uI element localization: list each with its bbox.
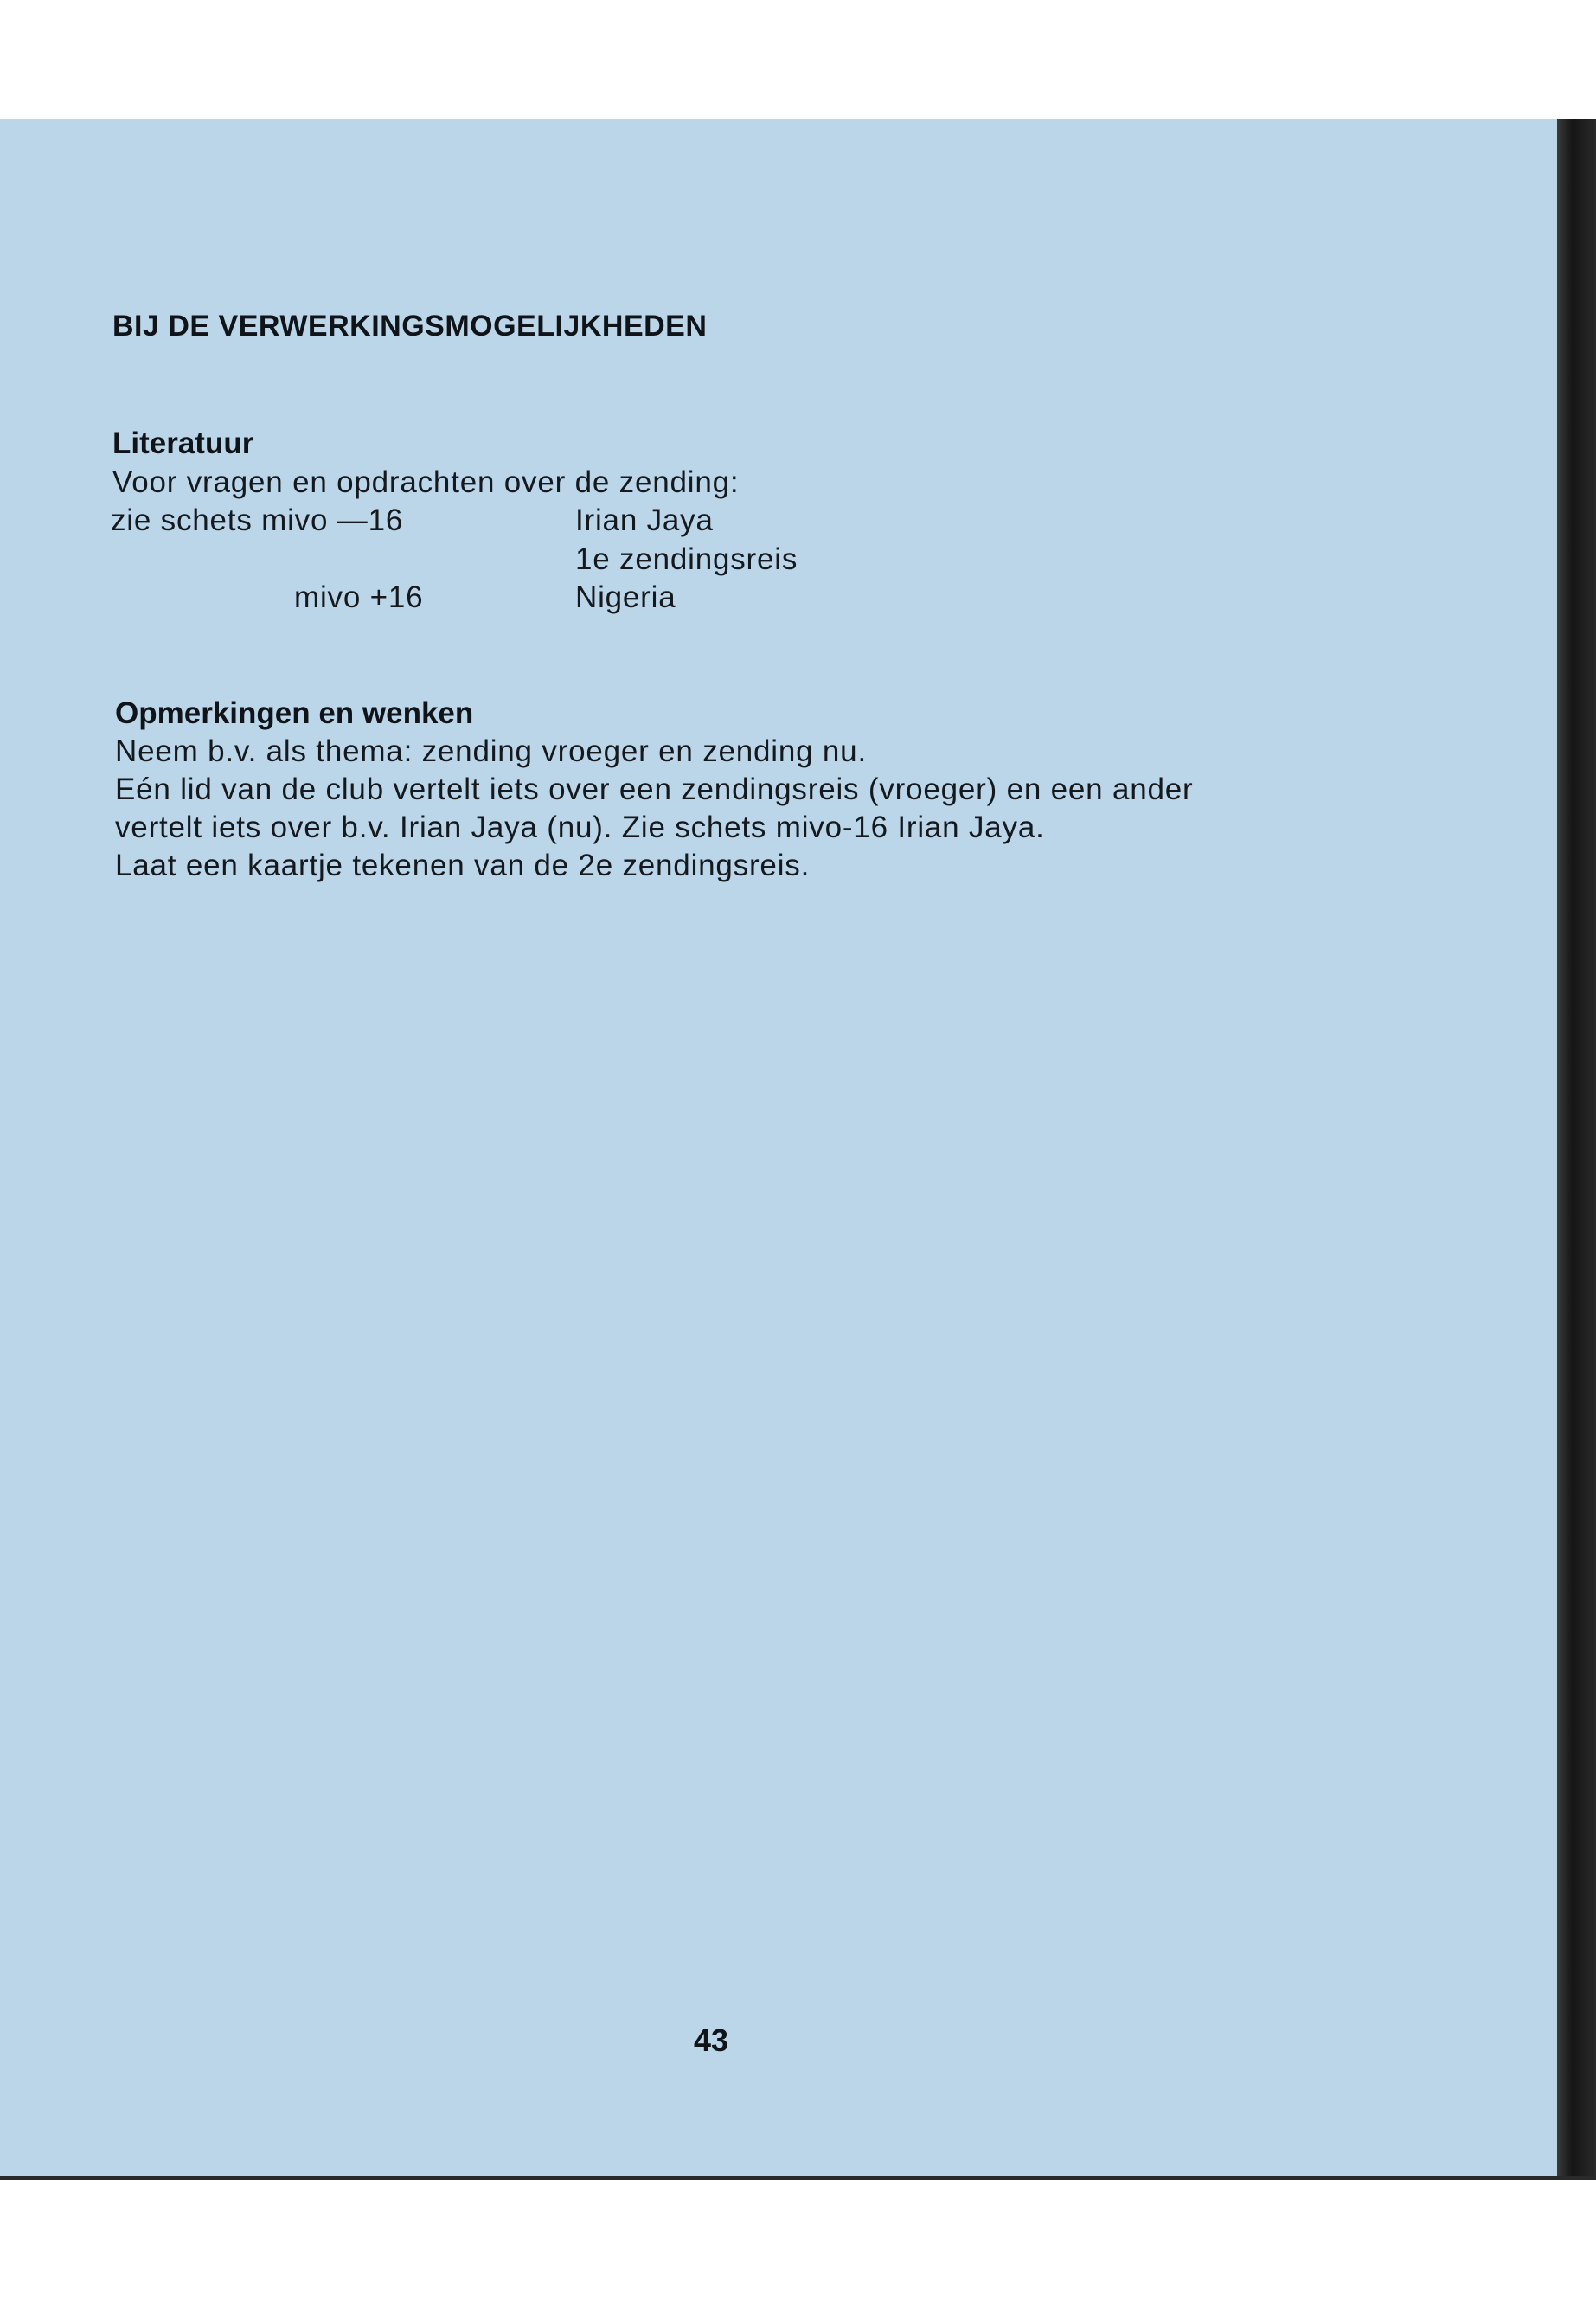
literatuur-row3-label: mivo +16 [294,580,424,614]
opmerkingen-line: Laat een kaartje tekenen van de 2e zendingsreis. [115,849,811,882]
literatuur-intro: Voor vragen en opdrachten over de zending: [112,465,740,499]
opmerkingen-line: Eén lid van de club vertelt iets over een zendingsreis (vroeger) en een ander [115,772,1194,806]
literatuur-row1-label: zie schets mivo —16 [111,503,404,537]
opmerkingen-heading: Opmerkingen en wenken [115,696,474,730]
opmerkingen-line: vertelt iets over b.v. Irian Jaya (nu). Zie schets mivo-16 Irian Jaya. [115,811,1045,844]
literatuur-row1-topic: Irian Jaya [575,503,714,537]
literatuur-row3-topic: Nigeria [575,580,676,614]
opmerkingen-line: Neem b.v. als thema: zending vroeger en zending nu. [115,734,867,768]
literatuur-heading: Literatuur [112,426,254,460]
page-number: 43 [694,2022,729,2058]
binding-edge [1557,119,1596,2180]
literatuur-row2-topic: 1e zendingsreis [575,542,798,576]
bottom-edge [0,2176,1596,2180]
section-title: BIJ DE VERWERKINGSMOGELIJKHEDEN [112,310,708,343]
